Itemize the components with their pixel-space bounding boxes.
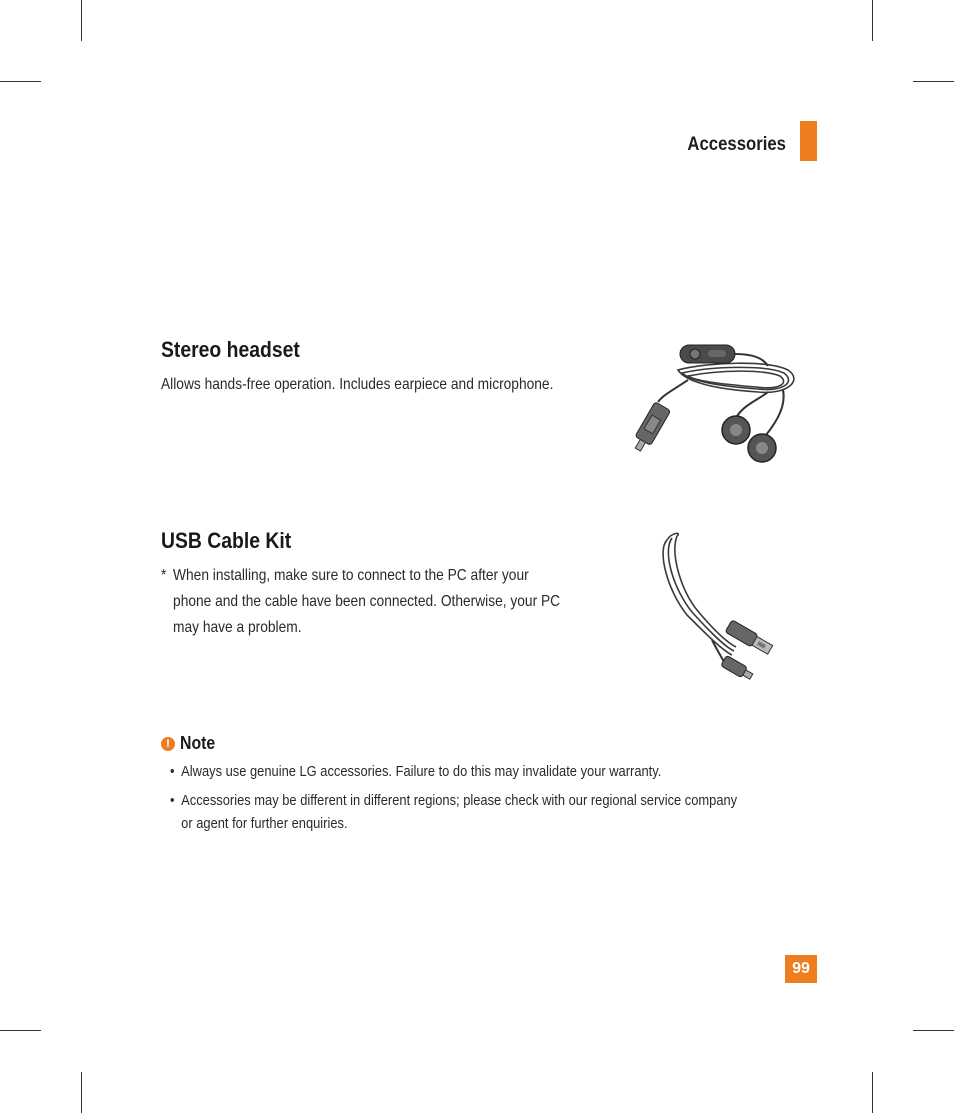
crop-mark-bottom-left-horizontal — [0, 1030, 41, 1031]
note-item — [170, 789, 806, 835]
bullet-icon: • — [170, 792, 175, 809]
usb-cable-kit-title: USB Cable Kit — [161, 528, 292, 553]
page-number: 99 — [785, 955, 817, 983]
crop-mark-bottom-left-vertical — [81, 1072, 82, 1113]
section-tab-marker — [800, 121, 817, 161]
stereo-headset-description: Allows hands-free operation. Includes earpiece and microphone. — [161, 376, 554, 393]
usb-note-asterisk: * — [161, 567, 167, 584]
note-item-line: or agent for further enquiries. — [181, 815, 348, 832]
stereo-headset-image — [618, 340, 803, 470]
crop-mark-top-right-vertical — [872, 0, 873, 41]
note-item-line: Accessories may be different in different regions; please check with our regional service company — [181, 792, 738, 809]
usb-note-line: phone and the cable have been connected. Otherwise, your PC — [173, 593, 561, 610]
crop-mark-top-left-horizontal — [0, 81, 41, 82]
bullet-icon: • — [170, 763, 175, 780]
note-title — [161, 733, 220, 754]
crop-mark-bottom-right-vertical — [872, 1072, 873, 1113]
crop-mark-top-right-horizontal — [913, 81, 954, 82]
section-header-label: Accessories — [687, 134, 786, 155]
warning-icon: ! — [161, 737, 175, 751]
note-item-line: Always use genuine LG accessories. Failure to do this may invalidate your warranty. — [181, 763, 662, 780]
usb-cable-image — [652, 530, 782, 690]
note-title-text: Note — [180, 733, 216, 753]
note-list — [170, 760, 910, 841]
note-item — [170, 760, 806, 783]
crop-mark-bottom-right-horizontal — [913, 1030, 954, 1031]
stereo-headset-title: Stereo headset — [161, 337, 300, 362]
usb-note-line: may have a problem. — [173, 619, 302, 636]
usb-note-line: When installing, make sure to connect to the PC after your — [173, 567, 529, 584]
crop-mark-top-left-vertical — [81, 0, 82, 41]
